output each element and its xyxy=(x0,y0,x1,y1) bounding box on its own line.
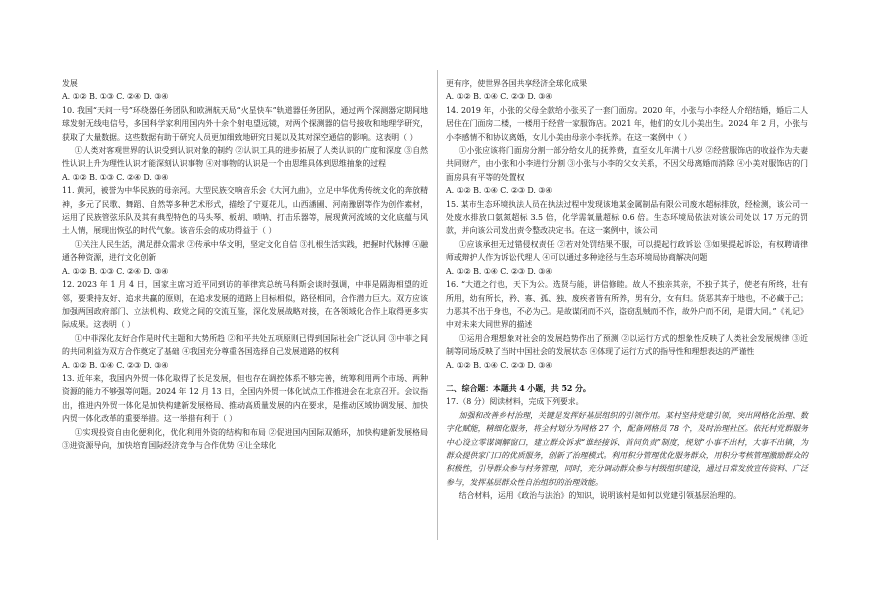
left-column xyxy=(62,77,428,452)
options-line: A. ①② B. ①③ C. ②④ D. ③④ xyxy=(62,266,169,276)
question-11: 11. 黄河，被誉为中华民族的母亲河。大型民族交响音乐会《大河九曲》，立足中华优秀传统文化的奔放精神，多元了民歌、舞蹈、自然等多种艺术形式，描绘了宁夏花儿，山西潘圃、河南豫剧等作为创作素材，运用了民族管弦乐队及其有典型特色的马头琴、板胡、唢呐、打击乐器等，展现黄河流域的文化底蕴与风土人情，展现出恢弘的时代气象。该音乐会的成功得益于（ ） xyxy=(62,186,428,236)
question-10: 10. 我国“天问一号”环绕器任务团队和欧洲航天局“火星快车”轨道器任务团队，通过两个深测器定期间地球发射无线电信号，多国科学家利用国内外十余个射电望远镜，对两个探测器的信号接收和地理学研究，获取了大量数据。这些数据有助于研究人员更加细致地研究日冕以及其对深空通信的影响。这表明（ ） xyxy=(62,105,428,142)
question-12: 12. 2023 年 1 月 4 日，国家主席习近平同到访的菲律宾总统马科斯会谈时强调，中菲是隔海相望的近邻，要秉持友好、追求共赢的原则，在追求发展的道路上目标相似，路径相同，合作潜力巨大。双方应该加强两国政府部门、立法机构、政党之间的交流互鉴，深化发展战略对接，在各领域化合作上取得更多实际成果。这表明（ ） xyxy=(62,280,428,330)
question-14-choices: ①小张应该将门面房分割一部分给女儿的抚养费，直至女儿年满十八岁 ②经营服饰店的收益作为夫妻共同财产，由小张和小李进行分割 ③小张与小李的父女关系，不因父母离婚而消除 ④小美对服饰店的门面房具有平等的处置权 xyxy=(446,146,808,182)
question-13-choices: ①实现投资自由化便利化，优化利用外资的结构和布局 ②促进国内国际双循环，加快构建新发展格局 ③进资源导向，加快培育国际经济竞争与合作优势 ④让全球化 xyxy=(62,427,428,450)
options-line: A. ①② B. ①④ C. ②③ D. ③④ xyxy=(446,92,553,102)
question-10-choices: ①人类对客观世界的认识受到认识对象的制约 ②认识工具的进步拓展了人类认识的广度和深度 ③自然性认识上升为理性认识才能深刻认识事物 ④对事物的认识是一个由思维具体到思维抽象的过程 xyxy=(62,146,428,169)
options-line: A. ①② B. ①④ C. ②③ D. ③④ xyxy=(446,266,553,276)
question-16-choices: ①运用合理想象对社会的发展趋势作出了预测 ②以运行方式的想象性反映了人类社会发展规律 ③近制等同场反映了当时中国社会的发展状态 ④体现了运行方式的指导性和理想表达的严谨性 xyxy=(446,333,808,357)
column-divider xyxy=(437,70,438,540)
question-14: 14. 2019 年，小张的父母全款给小张买了一套门面房。2020 年，小张与小李经人介绍结婚，婚后二人居住在门面房二楼，一楼用于经营一家服饰店。2021 年，他们的女儿小美出生。2024 年 2 月，小张与小李感情不和协议离婚，女儿小美由母亲小李抚养。在这一案例中（ ） xyxy=(446,105,808,142)
question-16: 16. “大道之行也，天下为公。选贤与能，讲信修睦。故人不独亲其亲，不独子其子，使老有所终，壮有所用，幼有所长，矜、寡、孤、独、废疾者皆有所养，男有分，女有归。货恶其弃于地也，不必藏于己；力恶其不出于身也，不必为己。是故谋闭而不兴，盗窃乱贼而不作，故外户而不闭，是谓大同。”《礼记》中对未来大同世界的描述 xyxy=(446,280,808,330)
right-column xyxy=(446,77,808,503)
options-line: A. ①② B. ①③ C. ②④ D. ③④ xyxy=(62,92,169,102)
options-line: A. ①② B. ①④ C. ②③ D. ③④ xyxy=(446,186,553,196)
question-17-material: 加强和改善乡村治理，关键是发挥好基层组织的引领作用。某村坚持党建引领，突出网格化治理、数字化赋能，精细化服务，将全村划分为网格 27 个，配备网格员 78 个，及时治理社区。依托村党群服务中心设立零谋调解窗口，建立群众诉求“谁经接诉、首问负责”制度，规划“小事不出村，大事不出镇，为群众提供家门口的优质服务，创新了治理模式。利用积分管理优化服务群众，用积分考核管理激励群众的积极性，引导群众参与村务管理，同时，充分调动群众参与村级组织建设，通过日常发放宣传资料、广泛参与，发挥基层群众性自治组织的治理效能。 xyxy=(446,410,808,487)
line: 更有序，使世界各国共享经济全球化成果 xyxy=(446,79,588,88)
question-15: 15. 某市生态环境执法人员在执法过程中发现该地某金属制品有限公司废水超标排放，经检测，该公司一处废水排放口氨氮超标 3.5 倍，化学需氧量超标 0.6 倍。生态环境局依法对该公司处以 17 万元的罚款，并向该公司发出责令整改决定书。在这一案例中，该公司 xyxy=(446,199,808,236)
question-13: 13. 近年来，我国内外贸一体化取得了长足发展，但也存在调控体系不够完善，统筹利用两个市场、两种资源的能力不够强等问题。2024 年 12 月 13 日，全国内外贸一体化试点工作推进会在北京召开。会议指出，推进内外贸一体化是加快构建新发展格局、推动高质量发展的内在要求，是推动区域协调发展、加快内贸一体化改革的重要举措。这一举措有利于（ ） xyxy=(62,373,428,424)
question-11-choices: ①关注人民生活，满足群众需求 ②传承中华文明，坚定文化自信 ③扎根生活实践，把握时代脉搏 ④融通各种资源，进行文化创新 xyxy=(62,239,428,263)
section-2-heading: 二、综合题：本题共 4 小题，共 52 分。 xyxy=(446,383,591,393)
question-15-choices: ①应该承担无过错侵权责任 ②若对处罚结果不服，可以提起行政诉讼 ③如果提起诉讼，有权聘请律师或辩护人作为诉讼代理人 ④可以通过多种途径与生态环境局协商解决问题 xyxy=(446,239,808,263)
options-line: A. ①② B. ①④ C. ②③ D. ③④ xyxy=(62,360,169,370)
question-12-choices: ①中菲深化友好合作是时代主题和大势所趋 ②和平共处五项原则已得到国际社会广泛认同 ③中菲之间的共同利益为双方合作奠定了基础 ④我国充分尊重各国选择自己发展道路的权利 xyxy=(62,333,428,357)
question-17: 17.（8 分）阅读材料，完成下列要求。 xyxy=(446,397,584,407)
options-line: A. ①② B. ①③ C. ②④ D. ③④ xyxy=(62,172,169,182)
question-17-task: 结合材料，运用《政治与法治》的知识，说明该村是如何以党建引领基层治理的。 xyxy=(458,491,741,501)
line: 发展 xyxy=(62,79,78,88)
options-line: A. ①② B. ①④ C. ②③ D. ③④ xyxy=(446,360,553,370)
